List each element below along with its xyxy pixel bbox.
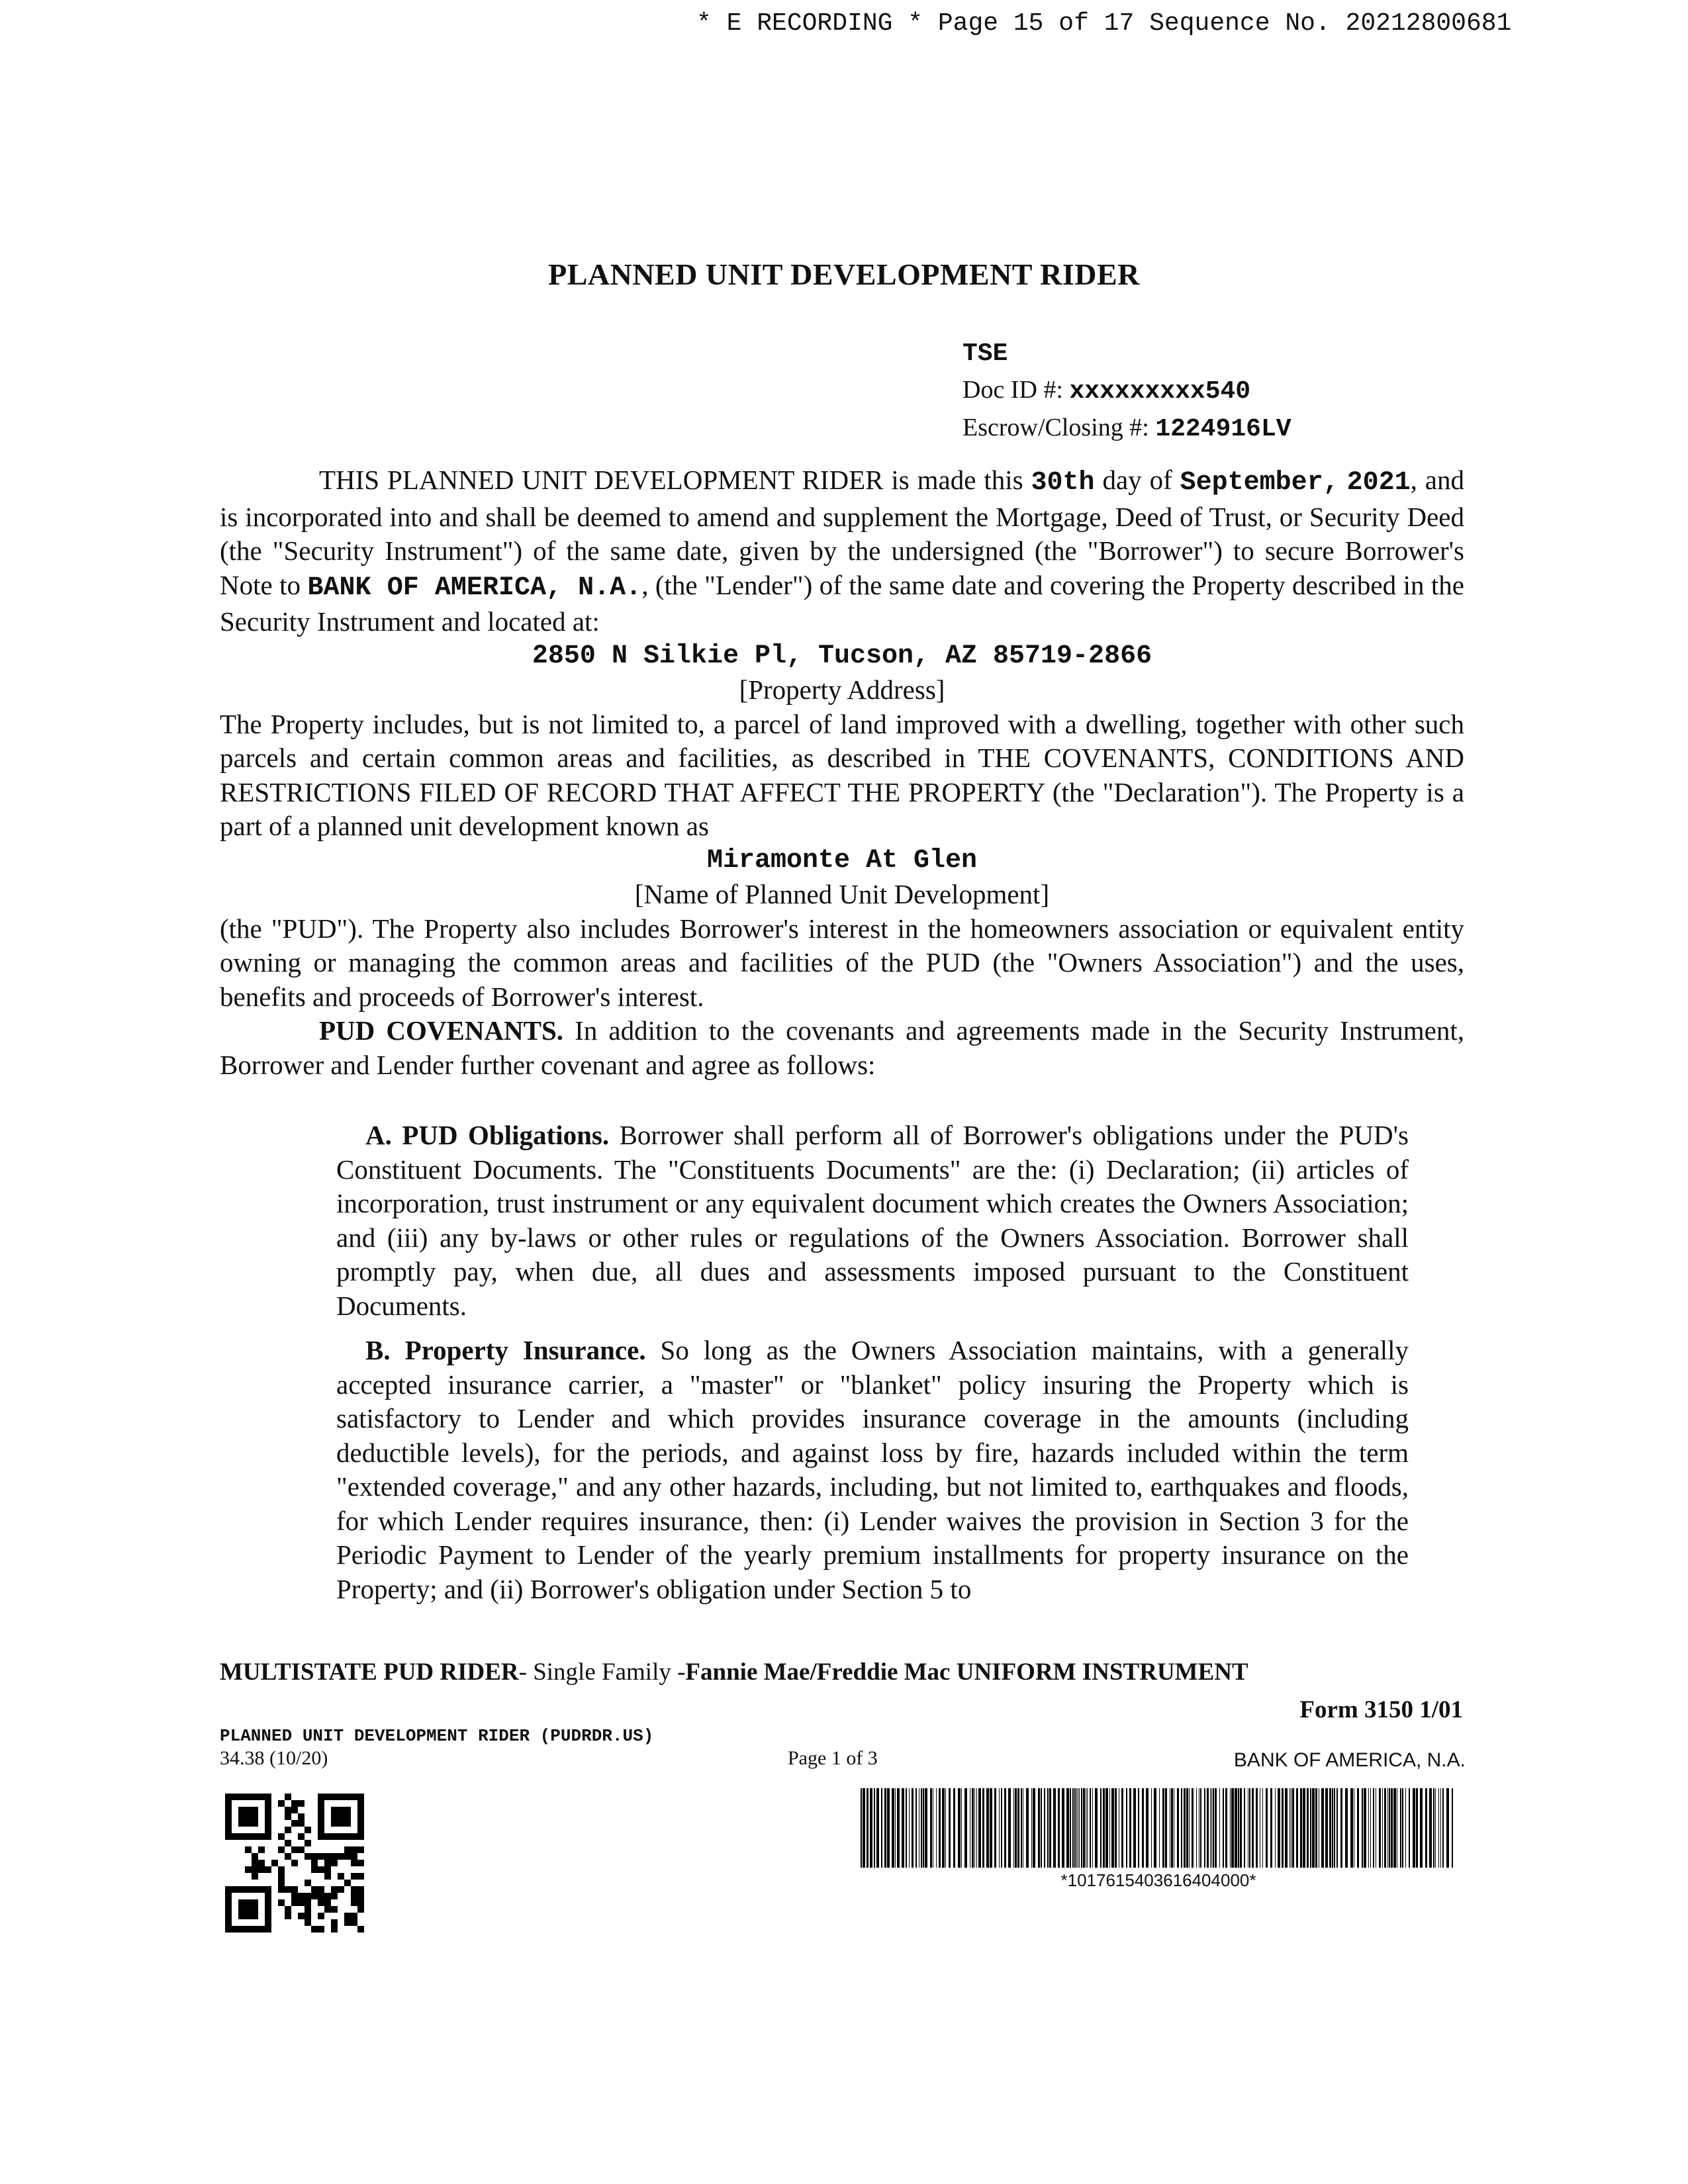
clauses-block xyxy=(336,1118,1409,1606)
doc-id-line xyxy=(962,372,1291,410)
property-paragraph: The Property includes, but is not limited to, a parcel of land improved with a dwelling, together with other such parcels and certain common areas and facilities, as described in THE COVENANTS, CONDITIONS AND RESTRICTIONS FILED OF RECORD THAT AFFECT THE PROPERTY (the "Declaration"). The Property is a part of a planned unit development known as xyxy=(220,708,1464,841)
intro-text-3: , and is incorporated into and shall be deemed to amend and supplement the Mortgage, Deed of Trust, or Security Deed (the "Security Instrument") of the same date, given by the undersigned (the "Borrower") to secure Borrower's Note to xyxy=(220,465,1465,600)
escrow-label: Escrow/Closing #: xyxy=(962,414,1149,441)
clause-b-heading: B. Property Insurance. xyxy=(365,1335,646,1365)
property-address-caption: [Property Address] xyxy=(739,674,945,705)
intro-month: September, xyxy=(1180,468,1339,498)
intro-text-1: THIS PLANNED UNIT DEVELOPMENT RIDER is made this xyxy=(319,465,1023,495)
page-number: Page 1 of 3 xyxy=(788,1747,878,1769)
footer-multistate: MULTISTATE PUD RIDER xyxy=(220,1659,519,1686)
footer-instrument-line xyxy=(220,1658,1248,1686)
intro-year: 2021 xyxy=(1346,468,1411,498)
intro-text-2: day of xyxy=(1102,465,1172,495)
pud-paragraph: (the "PUD"). The Property also includes Borrower's interest in the homeowners association or equivalent entity owning or managing the common areas and facilities of the PUD (the "Owners Association") and the uses, benefits and proceeds of Borrower's interest. xyxy=(220,913,1464,1012)
pud-name-caption: [Name of Planned Unit Development] xyxy=(634,879,1050,909)
clause-a-text: Borrower shall perform all of Borrower's obligations under the PUD's Constituent Documents. The "Constituents Documents" are the: (i) Declaration; (ii) articles of incorporation, trust instrument or any equivalent document which creates the Owners Association; and (iii) any by-laws or other rules or regulations of the Owners Association. Borrower shall promptly pay, when due, all dues and assessments imposed pursuant to the Constituent Documents. xyxy=(336,1120,1409,1321)
intro-text-4: , (the "Lender") of the same date and covering the Property described in the Security Instrument and located at: xyxy=(220,569,1465,637)
doc-code: TSE xyxy=(962,340,1008,368)
rider-body xyxy=(220,463,1464,1082)
pud-name: Miramonte At Glen xyxy=(706,845,978,876)
escrow-value: 1224916LV xyxy=(1155,415,1291,443)
version-code: 34.38 (10/20) xyxy=(220,1747,328,1769)
rider-code: PLANNED UNIT DEVELOPMENT RIDER (PUDRDR.US) xyxy=(220,1726,654,1746)
covenants-paragraph xyxy=(220,1014,1464,1082)
footer-single-family: - Single Family - xyxy=(518,1659,686,1686)
barcode-icon xyxy=(861,1788,1456,1868)
intro-lender: BANK OF AMERICA, N.A. xyxy=(307,572,642,603)
clause-b-text: So long as the Owners Association maintains, with a generally accepted insurance carrier, a "master" or "blanket" policy insuring the Property which is satisfactory to Lender and which provides insurance coverage in the amounts (including deductible levels), for the periods, and against loss by fire, hazards included within the term "extended coverage," and any other hazards, including, but not limited to, earthquakes and floods, for which Lender requires insurance, then: (i) Lender waives the provision in Section 3 for the Periodic Payment to Lender of the yearly premium installments for property insurance on the Property; and (ii) Borrower's obligation under Section 5 to xyxy=(336,1335,1409,1604)
footer-lender: BANK OF AMERICA, N.A. xyxy=(1233,1749,1466,1771)
intro-day: 30th xyxy=(1031,468,1095,498)
doc-info-block xyxy=(962,336,1291,447)
intro-paragraph xyxy=(220,463,1464,639)
qr-code-icon xyxy=(225,1794,364,1933)
escrow-line xyxy=(962,410,1291,447)
barcode-number: *1017615403616404000* xyxy=(1060,1870,1256,1890)
doc-id-value: xxxxxxxxx540 xyxy=(1069,377,1251,406)
clause-a xyxy=(336,1118,1409,1323)
clause-b xyxy=(336,1334,1409,1606)
clause-a-heading: A. PUD Obligations. xyxy=(365,1120,610,1150)
form-number: Form 3150 1/01 xyxy=(1299,1696,1463,1723)
footer-fannie: Fannie Mae/Freddie Mac UNIFORM INSTRUMENT xyxy=(685,1659,1248,1686)
document-title: PLANNED UNIT DEVELOPMENT RIDER xyxy=(548,257,1140,291)
recording-header: * E RECORDING * Page 15 of 17 Sequence No. 20212800681 xyxy=(696,9,1512,38)
covenants-text: In addition to the covenants and agreements made in the Security Instrument, Borrower and Lender further covenant and agree as follows: xyxy=(220,1015,1464,1080)
property-address: 2850 N Silkie Pl, Tucson, AZ 85719-2866 xyxy=(532,641,1152,671)
covenants-heading: PUD COVENANTS. xyxy=(319,1015,564,1046)
doc-id-label: Doc ID #: xyxy=(962,376,1063,404)
